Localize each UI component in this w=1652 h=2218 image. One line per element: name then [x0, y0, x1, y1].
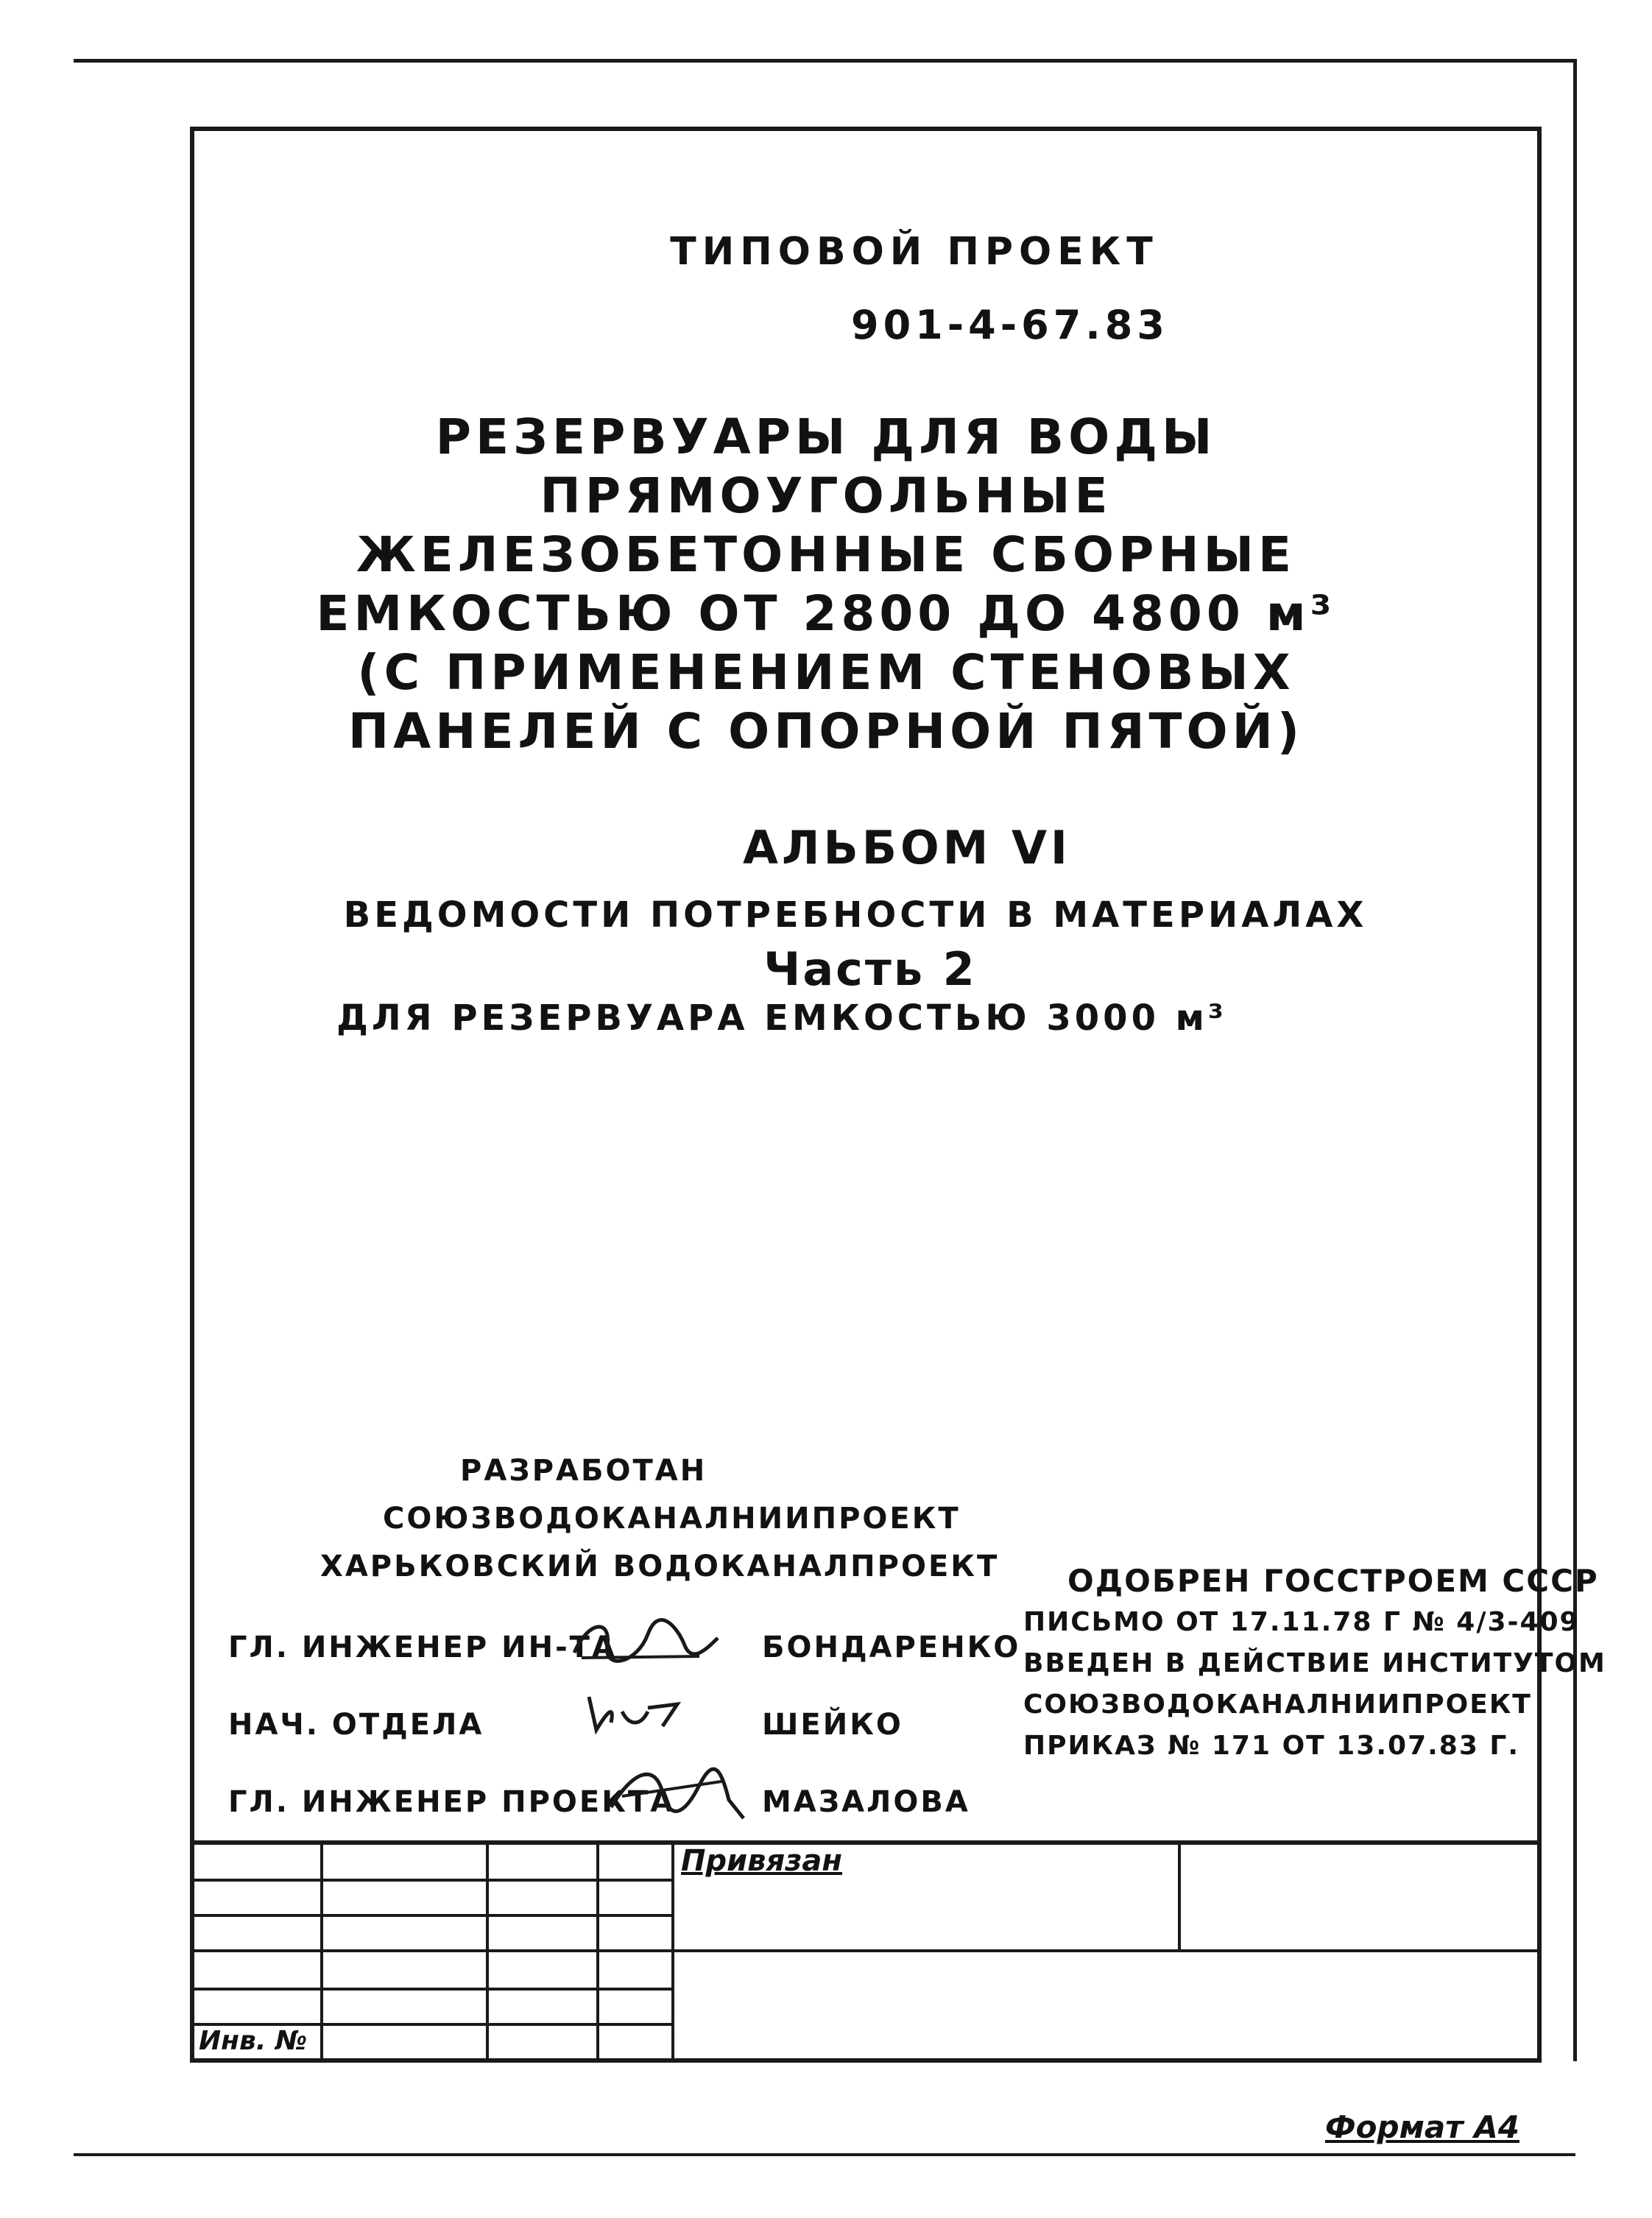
approval-line: ОДОБРЕН ГОССТРОЕМ СССР — [1067, 1563, 1599, 1599]
signature-name: ШЕЙКО — [762, 1708, 903, 1742]
stamp-line — [194, 1914, 673, 1917]
signature-name: МАЗАЛОВА — [762, 1785, 970, 1819]
document-header: ТИПОВОЙ ПРОЕКТ — [670, 230, 1159, 274]
title-line: ЖЕЛЕЗОБЕТОННЫЕ СБОРНЫЕ — [356, 526, 1296, 583]
signature-role: ГЛ. ИНЖЕНЕР ПРОЕКТА — [228, 1785, 676, 1819]
handwritten-signature — [567, 1612, 721, 1671]
handwritten-signature — [604, 1756, 751, 1822]
approval-line: СОЮЗВОДОКАНАЛНИИПРОЕКТ — [1023, 1689, 1532, 1720]
title-line: ЕМКОСТЬЮ ОТ 2800 ДО 4800 м³ — [316, 585, 1336, 642]
part-subtitle: ДЛЯ РЕЗЕРВУАРА ЕМКОСТЬЮ 3000 м³ — [336, 997, 1227, 1039]
stamp-line — [194, 1840, 1539, 1845]
album-subtitle: ВЕДОМОСТИ ПОТРЕБНОСТИ В МАТЕРИАЛАХ — [343, 894, 1368, 936]
developer-org-1: СОЮЗВОДОКАНАЛНИИПРОЕКТ — [383, 1502, 961, 1536]
title-line: ПРЯМОУГОЛЬНЫЕ — [540, 467, 1112, 524]
stamp-line — [320, 1840, 323, 2060]
top-border-line — [74, 59, 1575, 63]
stamp-line — [194, 1949, 1539, 1952]
developer-org-2: ХАРЬКОВСКИЙ ВОДОКАНАЛПРОЕКТ — [320, 1550, 1000, 1583]
stamp-line — [486, 1840, 489, 2060]
developer-heading: РАЗРАБОТАН — [460, 1454, 707, 1488]
part-title: Часть 2 — [763, 942, 977, 996]
stamp-line — [596, 1840, 599, 2060]
stamp-line — [671, 1840, 674, 2060]
approval-line: ВВЕДЕН В ДЕЙСТВИЕ ИНСТИТУТОМ — [1023, 1648, 1606, 1678]
signature-role: ГЛ. ИНЖЕНЕР ИН-ТА — [228, 1631, 617, 1664]
signature-role: НАЧ. ОТДЕЛА — [228, 1708, 484, 1742]
right-border-line — [1573, 59, 1577, 2061]
title-line: РЕЗЕРВУАРЫ ДЛЯ ВОДЫ — [435, 409, 1217, 465]
project-number: 901-4-67.83 — [851, 302, 1169, 348]
title-line: ПАНЕЛЕЙ С ОПОРНОЙ ПЯТОЙ) — [347, 703, 1305, 760]
album-title: АЛЬБОМ VI — [742, 821, 1072, 875]
approval-line: ПРИКАЗ № 171 ОТ 13.07.83 Г. — [1023, 1731, 1520, 1761]
stamp-line — [194, 1988, 673, 1991]
bottom-border-line — [74, 2153, 1575, 2156]
stamp-line — [194, 1879, 673, 1882]
stamp-line — [1178, 1840, 1181, 1951]
approval-line: ПИСЬМО ОТ 17.11.78 Г № 4/3-409 — [1023, 1607, 1580, 1637]
format-label: Формат А4 — [1325, 2109, 1519, 2145]
binding-label: Привязан — [681, 1844, 843, 1878]
title-line: (С ПРИМЕНЕНИЕМ СТЕНОВЫХ — [357, 644, 1295, 701]
handwritten-signature — [582, 1682, 685, 1741]
inventory-number-label: Инв. № — [199, 2026, 308, 2056]
signature-name: БОНДАРЕНКО — [762, 1631, 1021, 1664]
